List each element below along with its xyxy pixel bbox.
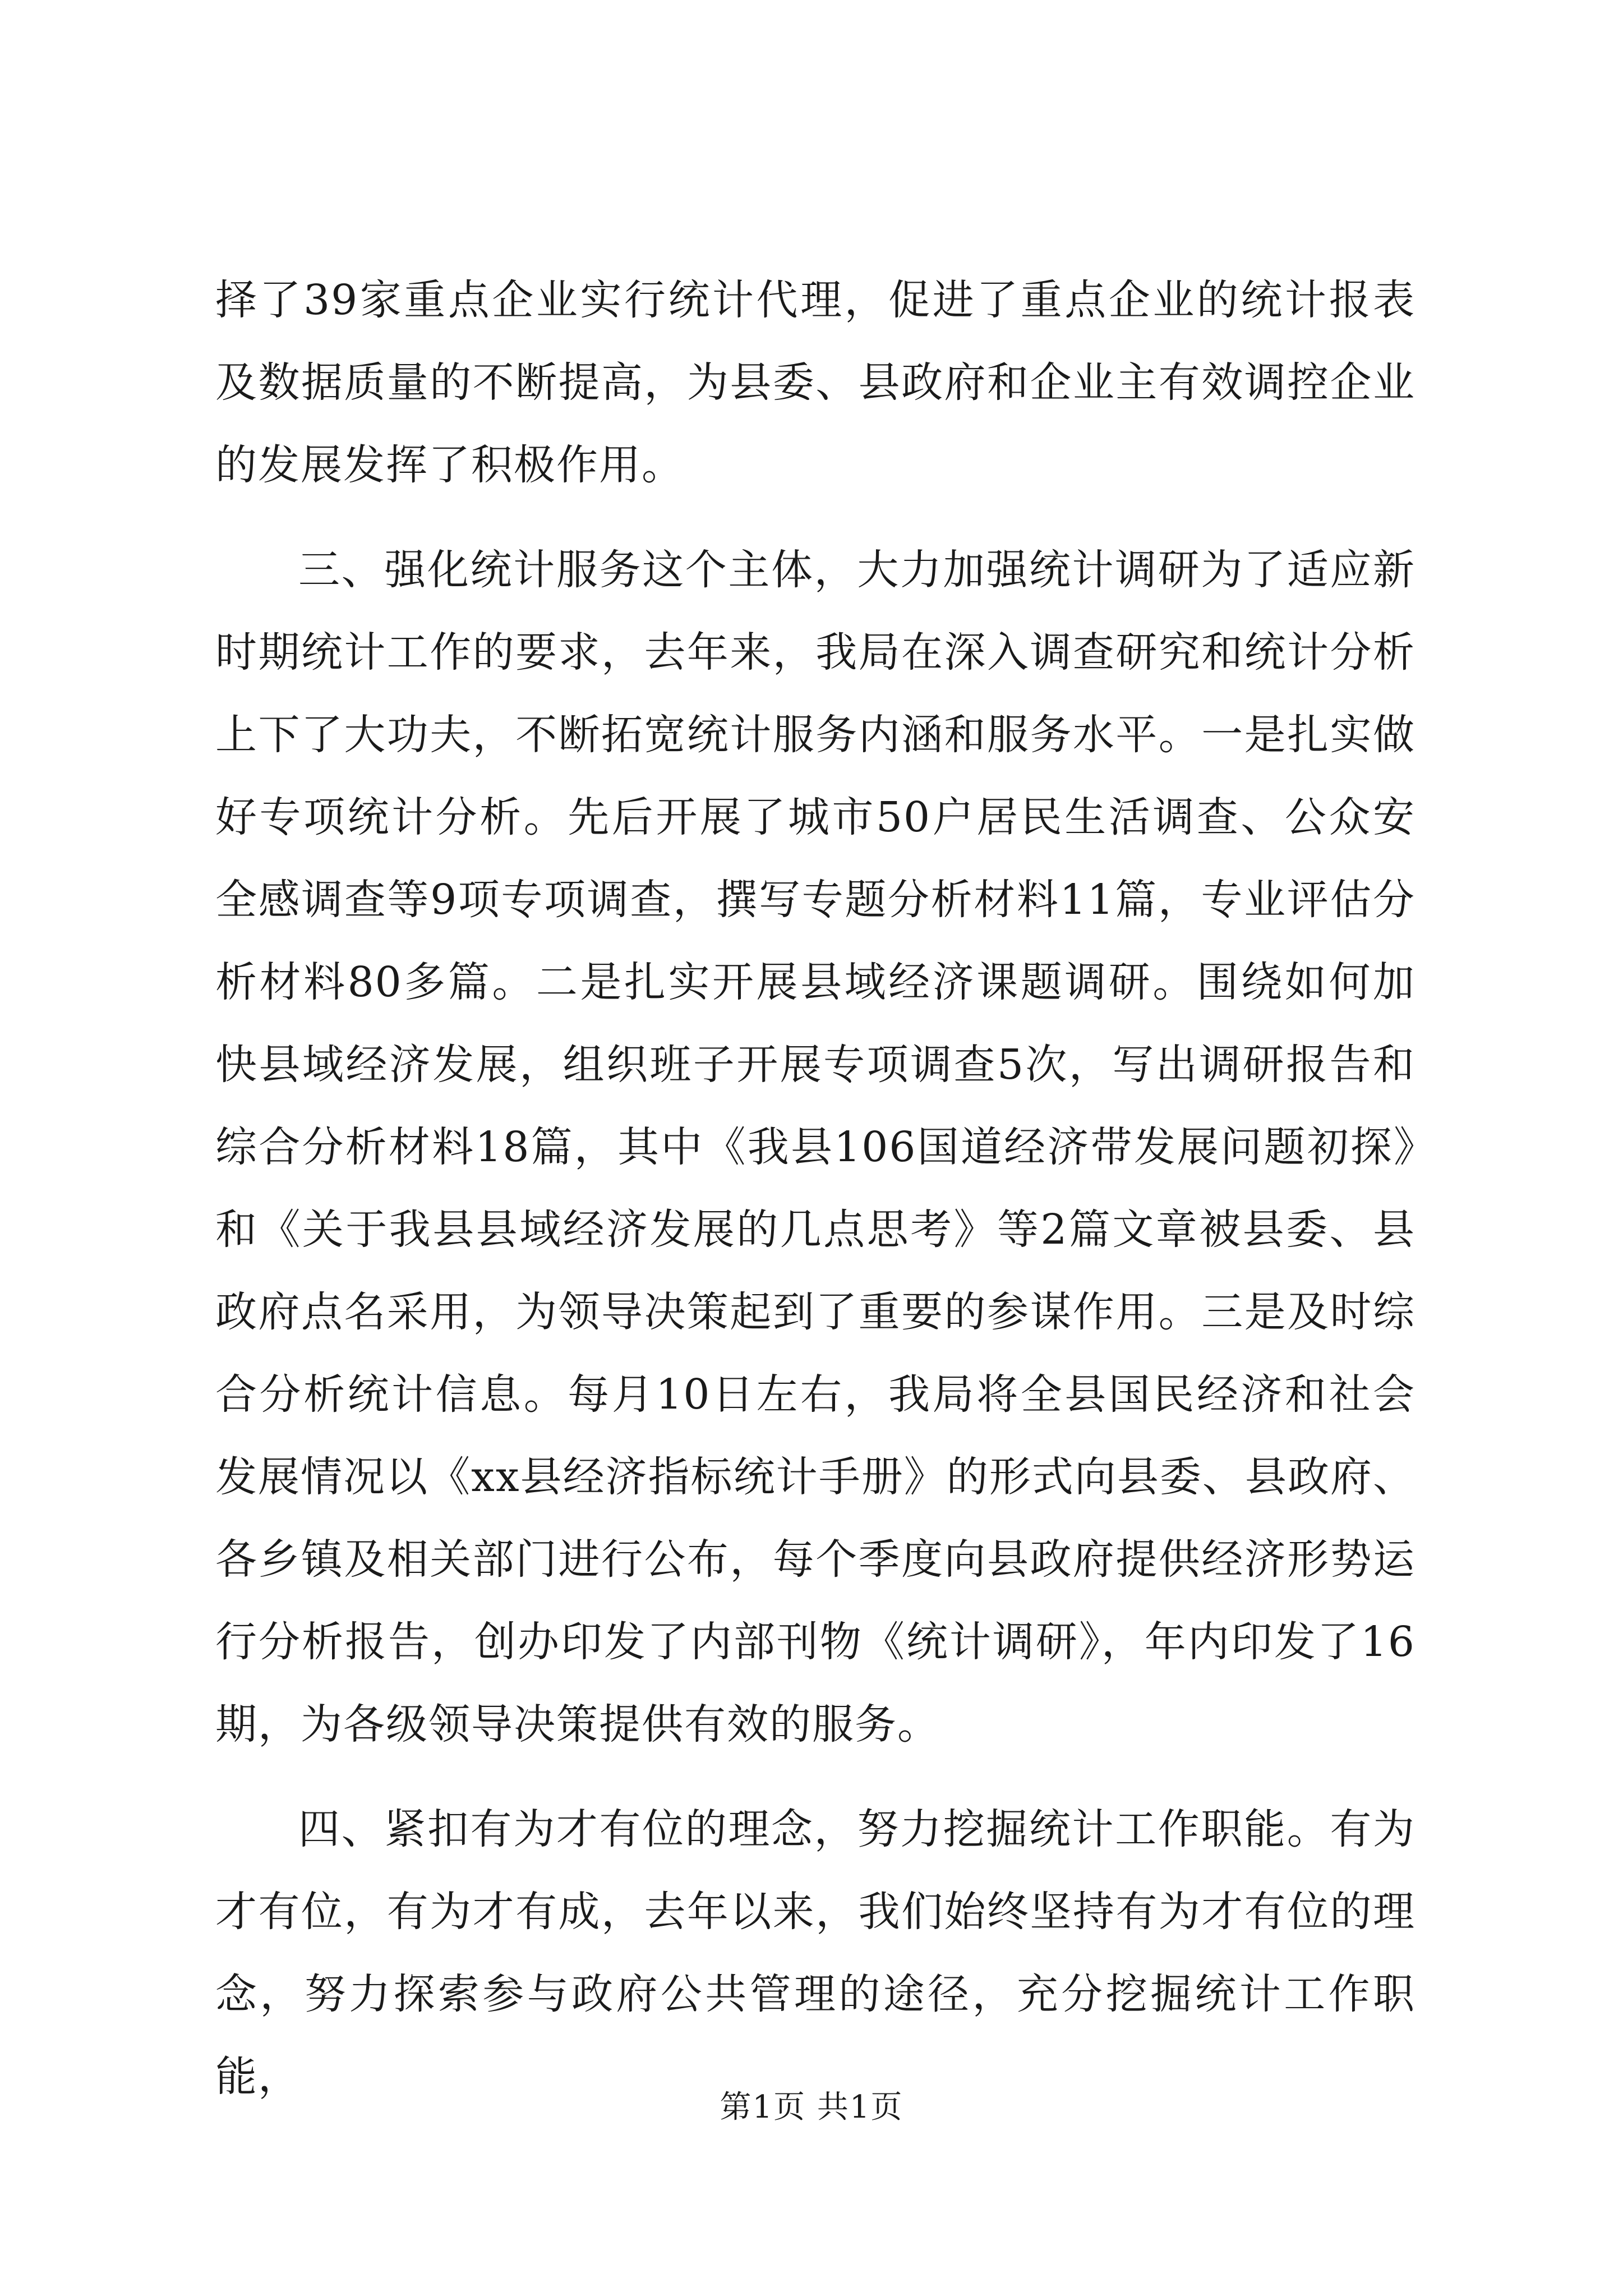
document-body: [215, 259, 1415, 2141]
paragraph-1: 择了39家重点企业实行统计代理，促进了重点企业的统计报表及数据质量的不断提高，为县委、县政府和企业主有效调控企业的发展发挥了积极作用。: [215, 276, 1415, 489]
paragraph-3: 四、紧扣有为才有位的理念，努力挖掘统计工作职能。有为才有位，有为才有成，去年以来，我们始终坚持有为才有位的理念，努力探索参与政府公共管理的途径，充分挖掘统计工作职能，: [215, 1805, 1415, 2101]
paragraph-2: 三、强化统计服务这个主体，大力加强统计调研为了适应新时期统计工作的要求，去年来，我局在深入调查研究和统计分析上下了大功夫，不断拓宽统计服务内涵和服务水平。一是扎实做好专项统计分析。先后开展了城市50户居民生活调查、公众安全感调查等9项专项调查，撰写专题分析材料11篇，专业评估分析材料80多篇。二是扎实开展县域经济课题调研。围绕如何加快县域经济发展，组织班子开展专项调查5次，写出调研报告和综合分析材料18篇，其中《我县106国道经济带发展问题初探》和《关于我县县域经济发展的几点思考》等2篇文章被县委、县政府点名采用，为领导决策起到了重要的参谋作用。三是及时综合分析统计信息。每月10日左右，我局将全县国民经济和社会发展情况以《xx县经济指标统计手册》的形式向县委、县政府、各乡镇及相关部门进行公布，每个季度向县政府提供经济形势运行分析报告，创办印发了内部刊物《统计调研》，年内印发了16期，为各级领导决策提供有效的服务。: [215, 546, 1415, 1749]
page-footer: 第1页 共1页: [720, 2089, 903, 2125]
